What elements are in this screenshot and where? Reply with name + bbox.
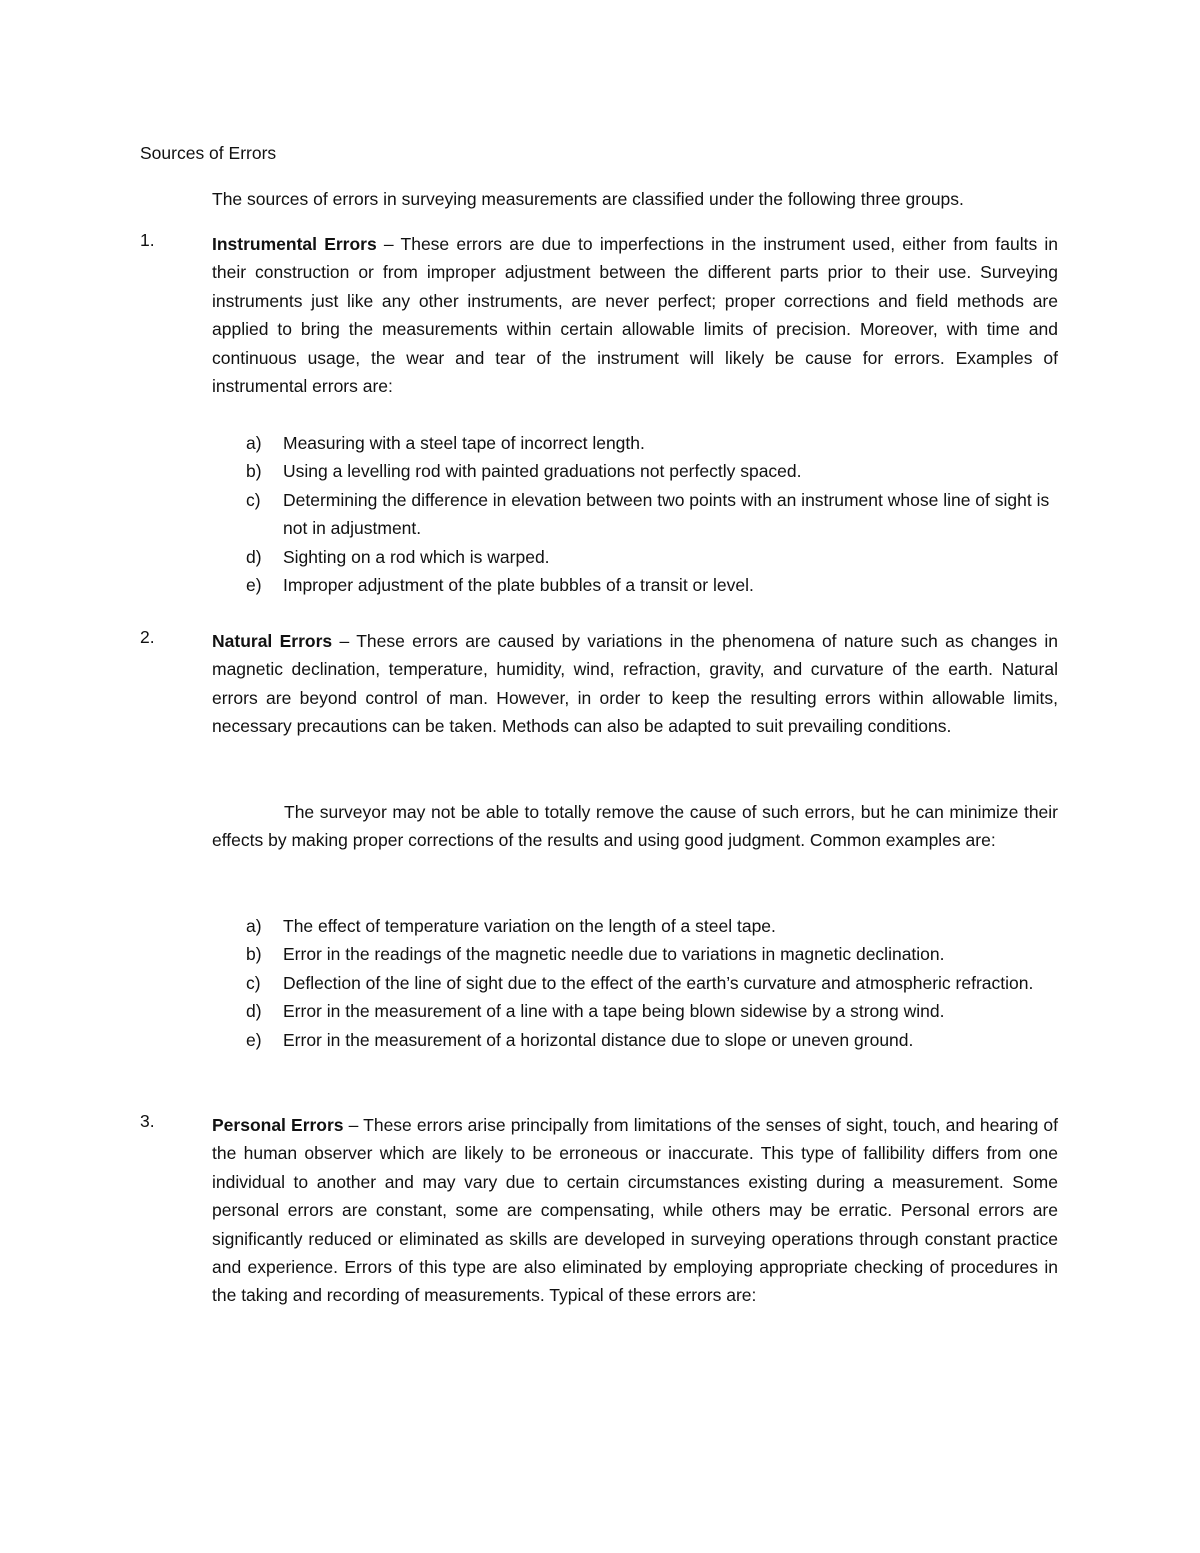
dash: – bbox=[343, 1115, 364, 1135]
list-item bbox=[246, 912, 1058, 940]
list-item bbox=[246, 429, 1058, 457]
list-item bbox=[246, 969, 1058, 997]
list-marker: c) bbox=[246, 489, 261, 510]
list-marker: d) bbox=[246, 1001, 262, 1022]
intro-text: The sources of errors in surveying measurements are classified under the following three groups. bbox=[212, 189, 964, 209]
list-marker: a) bbox=[246, 916, 262, 936]
dash: – bbox=[376, 234, 401, 254]
section-body bbox=[212, 1111, 1058, 1310]
natural-errors-paragraph-2: The surveyor may not be able to totally remove the cause of such errors, but he can minimize their effects by making proper corrections of the results and using good judgment. Common examples are: bbox=[212, 802, 1058, 851]
list-item bbox=[246, 571, 1058, 599]
list-marker: b) bbox=[246, 461, 262, 482]
list-marker: c) bbox=[246, 972, 261, 993]
list-item bbox=[246, 997, 1058, 1025]
list-item-text: Error in the measurement of a line with a tape being blown sidewise by a strong wind. bbox=[283, 1001, 945, 1022]
list-item-text: Measuring with a steel tape of incorrect length. bbox=[283, 433, 645, 453]
list-item-text: Improper adjustment of the plate bubbles of a transit or level. bbox=[283, 575, 754, 596]
list-item-text: Using a levelling rod with painted graduations not perfectly spaced. bbox=[283, 461, 802, 482]
section-body bbox=[212, 627, 1058, 741]
section-instrumental-errors bbox=[140, 230, 1058, 400]
list-marker: b) bbox=[246, 944, 262, 965]
list-item-text: Error in the measurement of a horizontal distance due to slope or uneven ground. bbox=[283, 1029, 914, 1050]
list-item bbox=[246, 543, 1058, 571]
section-natural-errors bbox=[140, 627, 1058, 741]
list-item bbox=[246, 486, 1058, 543]
list-marker: a) bbox=[246, 433, 262, 453]
section-text: These errors are due to imperfections in the instrument used, either from faults in their construction or from improper adjustment between the different parts prior to their use. Surveying instruments just like any other instruments, are never perfect; proper corrections and field methods are applied to bring the measurements within certain allowable limits of precision. Moreover, with time and continuous usage, the wear and tear of the instrument will likely be cause for errors. Examples of instrumental errors are: bbox=[212, 234, 1059, 397]
section-heading: Instrumental Errors bbox=[212, 234, 377, 254]
section-text: These errors are caused by variations in the phenomena of nature such as changes in magnetic declination, temperature, humidity, wind, refraction, gravity, and curvature of the earth. Natural errors are beyond control of man. However, in order to keep the resulting errors within allowable limits, necessary precautions can be taken. Methods can also be adapted to suit prevailing conditions. bbox=[212, 631, 1059, 737]
natural-examples-list bbox=[246, 912, 1058, 1054]
section-body bbox=[212, 230, 1058, 400]
section-heading: Personal Errors bbox=[212, 1115, 344, 1135]
list-item-text: Determining the difference in elevation between two points with an instrument whose line of sight is not in adjustment. bbox=[283, 489, 1050, 539]
list-marker: d) bbox=[246, 546, 262, 567]
list-item-text: Sighting on a rod which is warped. bbox=[283, 546, 550, 567]
instrumental-examples-list bbox=[246, 429, 1058, 599]
list-item bbox=[246, 457, 1058, 485]
section-heading: Natural Errors bbox=[212, 631, 333, 651]
section-personal-errors bbox=[140, 1111, 1058, 1310]
list-item bbox=[246, 1026, 1058, 1054]
list-item-text: Error in the readings of the magnetic needle due to variations in magnetic declination. bbox=[283, 944, 945, 965]
section-number: 3. bbox=[140, 1111, 155, 1131]
page-title: Sources of Errors bbox=[140, 143, 277, 163]
list-marker: e) bbox=[246, 1029, 262, 1050]
list-item-text: Deflection of the line of sight due to the effect of the earth’s curvature and atmospheric refraction. bbox=[283, 972, 1034, 993]
section-number: 1. bbox=[140, 230, 155, 250]
list-item bbox=[246, 940, 1058, 968]
section-number: 2. bbox=[140, 627, 155, 647]
list-marker: e) bbox=[246, 575, 262, 596]
list-item-text: The effect of temperature variation on the length of a steel tape. bbox=[283, 916, 776, 936]
section-text: These errors arise principally from limitations of the senses of sight, touch, and hearing of the human observer which are likely to be erroneous or inaccurate. This type of fallibility differs from one individual to another and may vary due to certain circumstances existing during a measurement. Some personal errors are constant, some are compensating, while others may be erratic. Personal errors are significantly reduced or eliminated as skills are developed in surveying operations through constant practice and experience. Errors of this type are also eliminated by employing appropriate checking of procedures in the taking and recording of measurements. Typical of these errors are: bbox=[212, 1115, 1058, 1306]
dash: – bbox=[332, 631, 357, 651]
